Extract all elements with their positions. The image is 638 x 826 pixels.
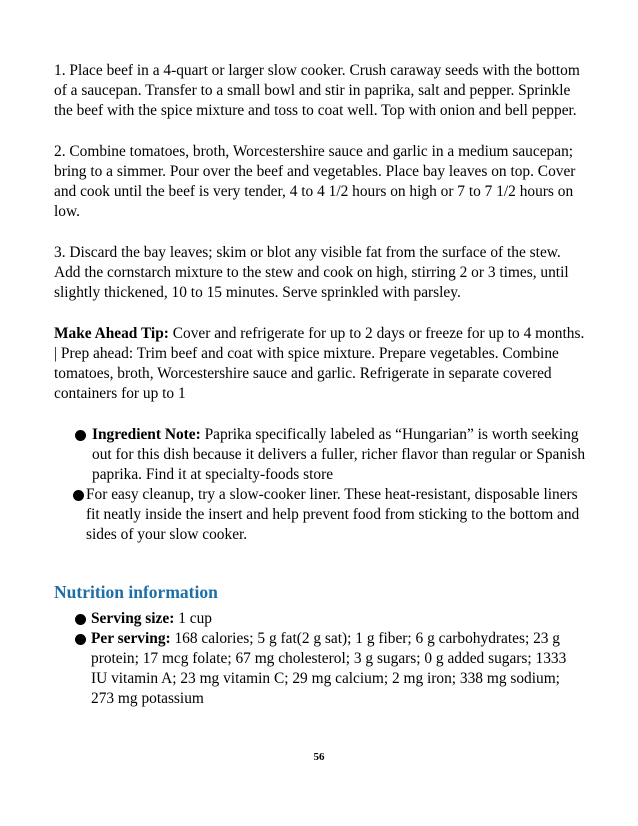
list-item-cleanup-note [75, 485, 586, 545]
serving-size-value: 1 cup [174, 610, 212, 627]
bullet-icon [75, 614, 86, 625]
per-serving-label: Per serving: [91, 630, 171, 647]
make-ahead-tip [54, 324, 586, 404]
make-ahead-label: Make Ahead Tip: [54, 325, 169, 342]
step-2: 2. Combine tomatoes, broth, Worcestershire sauce and garlic in a medium saucepan; bring to a simmer. Pour over the beef and vegetables. Place bay leaves on top. Cover and cook until the beef is very tender, 4 to 4 1/2 hours on high or 7 to 7 1/2 hours on low. [54, 143, 576, 220]
bullet-icon [75, 430, 86, 441]
note-label: Ingredient Note: [92, 426, 201, 443]
list-item-serving-size [75, 609, 586, 629]
notes-list [75, 425, 586, 545]
step-1: 1. Place beef in a 4-quart or larger slow cooker. Crush caraway seeds with the bottom of a saucepan. Transfer to a small bowl and stir in paprika, salt and pepper. Sprinkle the beef with the spice mixture and toss to coat well. Top with onion and bell pepper. [54, 62, 580, 119]
list-item-per-serving [75, 629, 586, 709]
nutrition-list [75, 609, 586, 709]
per-serving-value: 168 calories; 5 g fat(2 g sat); 1 g fiber; 6 g carbohydrates; 23 g protein; 17 mcg folate; 67 mg cholesterol; 3 g sugars; 0 g added sugars; 1333 IU vitamin A; 23 mg vitamin C; 29 mg calcium; 2 mg iron; 338 mg sodium; 273 mg potassium [91, 630, 567, 707]
page-content [54, 61, 586, 709]
bullet-icon [73, 490, 84, 501]
bullet-icon [75, 634, 86, 645]
list-item-ingredient-note [75, 425, 586, 485]
serving-size-label: Serving size: [91, 610, 175, 627]
note-text: For easy cleanup, try a slow-cooker liner. These heat-resistant, disposable liners fit neatly inside the insert and help prevent food from sticking to the bottom and sides of your slow cooker. [86, 486, 580, 543]
note-text: Paprika specifically labeled as “Hungarian” is worth seeking out for this dish because it delivers a fuller, richer flavor than regular or Spanish paprika. Find it at specialty-foods store [92, 426, 586, 483]
page-number: 56 [313, 751, 325, 763]
make-ahead-text: Cover and refrigerate for up to 2 days or freeze for up to 4 months. | Prep ahead: Trim beef and coat with spice mixture. Prepare vegetables. Combine tomatoes, broth, Worcestershire sauce and garlic. Refrigerate in separate covered containers for up to 1 [54, 325, 585, 402]
nutrition-heading: Nutrition information [54, 582, 218, 602]
step-3: 3. Discard the bay leaves; skim or blot any visible fat from the surface of the stew. Add the cornstarch mixture to the stew and cook on high, stirring 2 or 3 times, until slightly thickened, 10 to 15 minutes. Serve sprinkled with parsley. [54, 244, 569, 301]
